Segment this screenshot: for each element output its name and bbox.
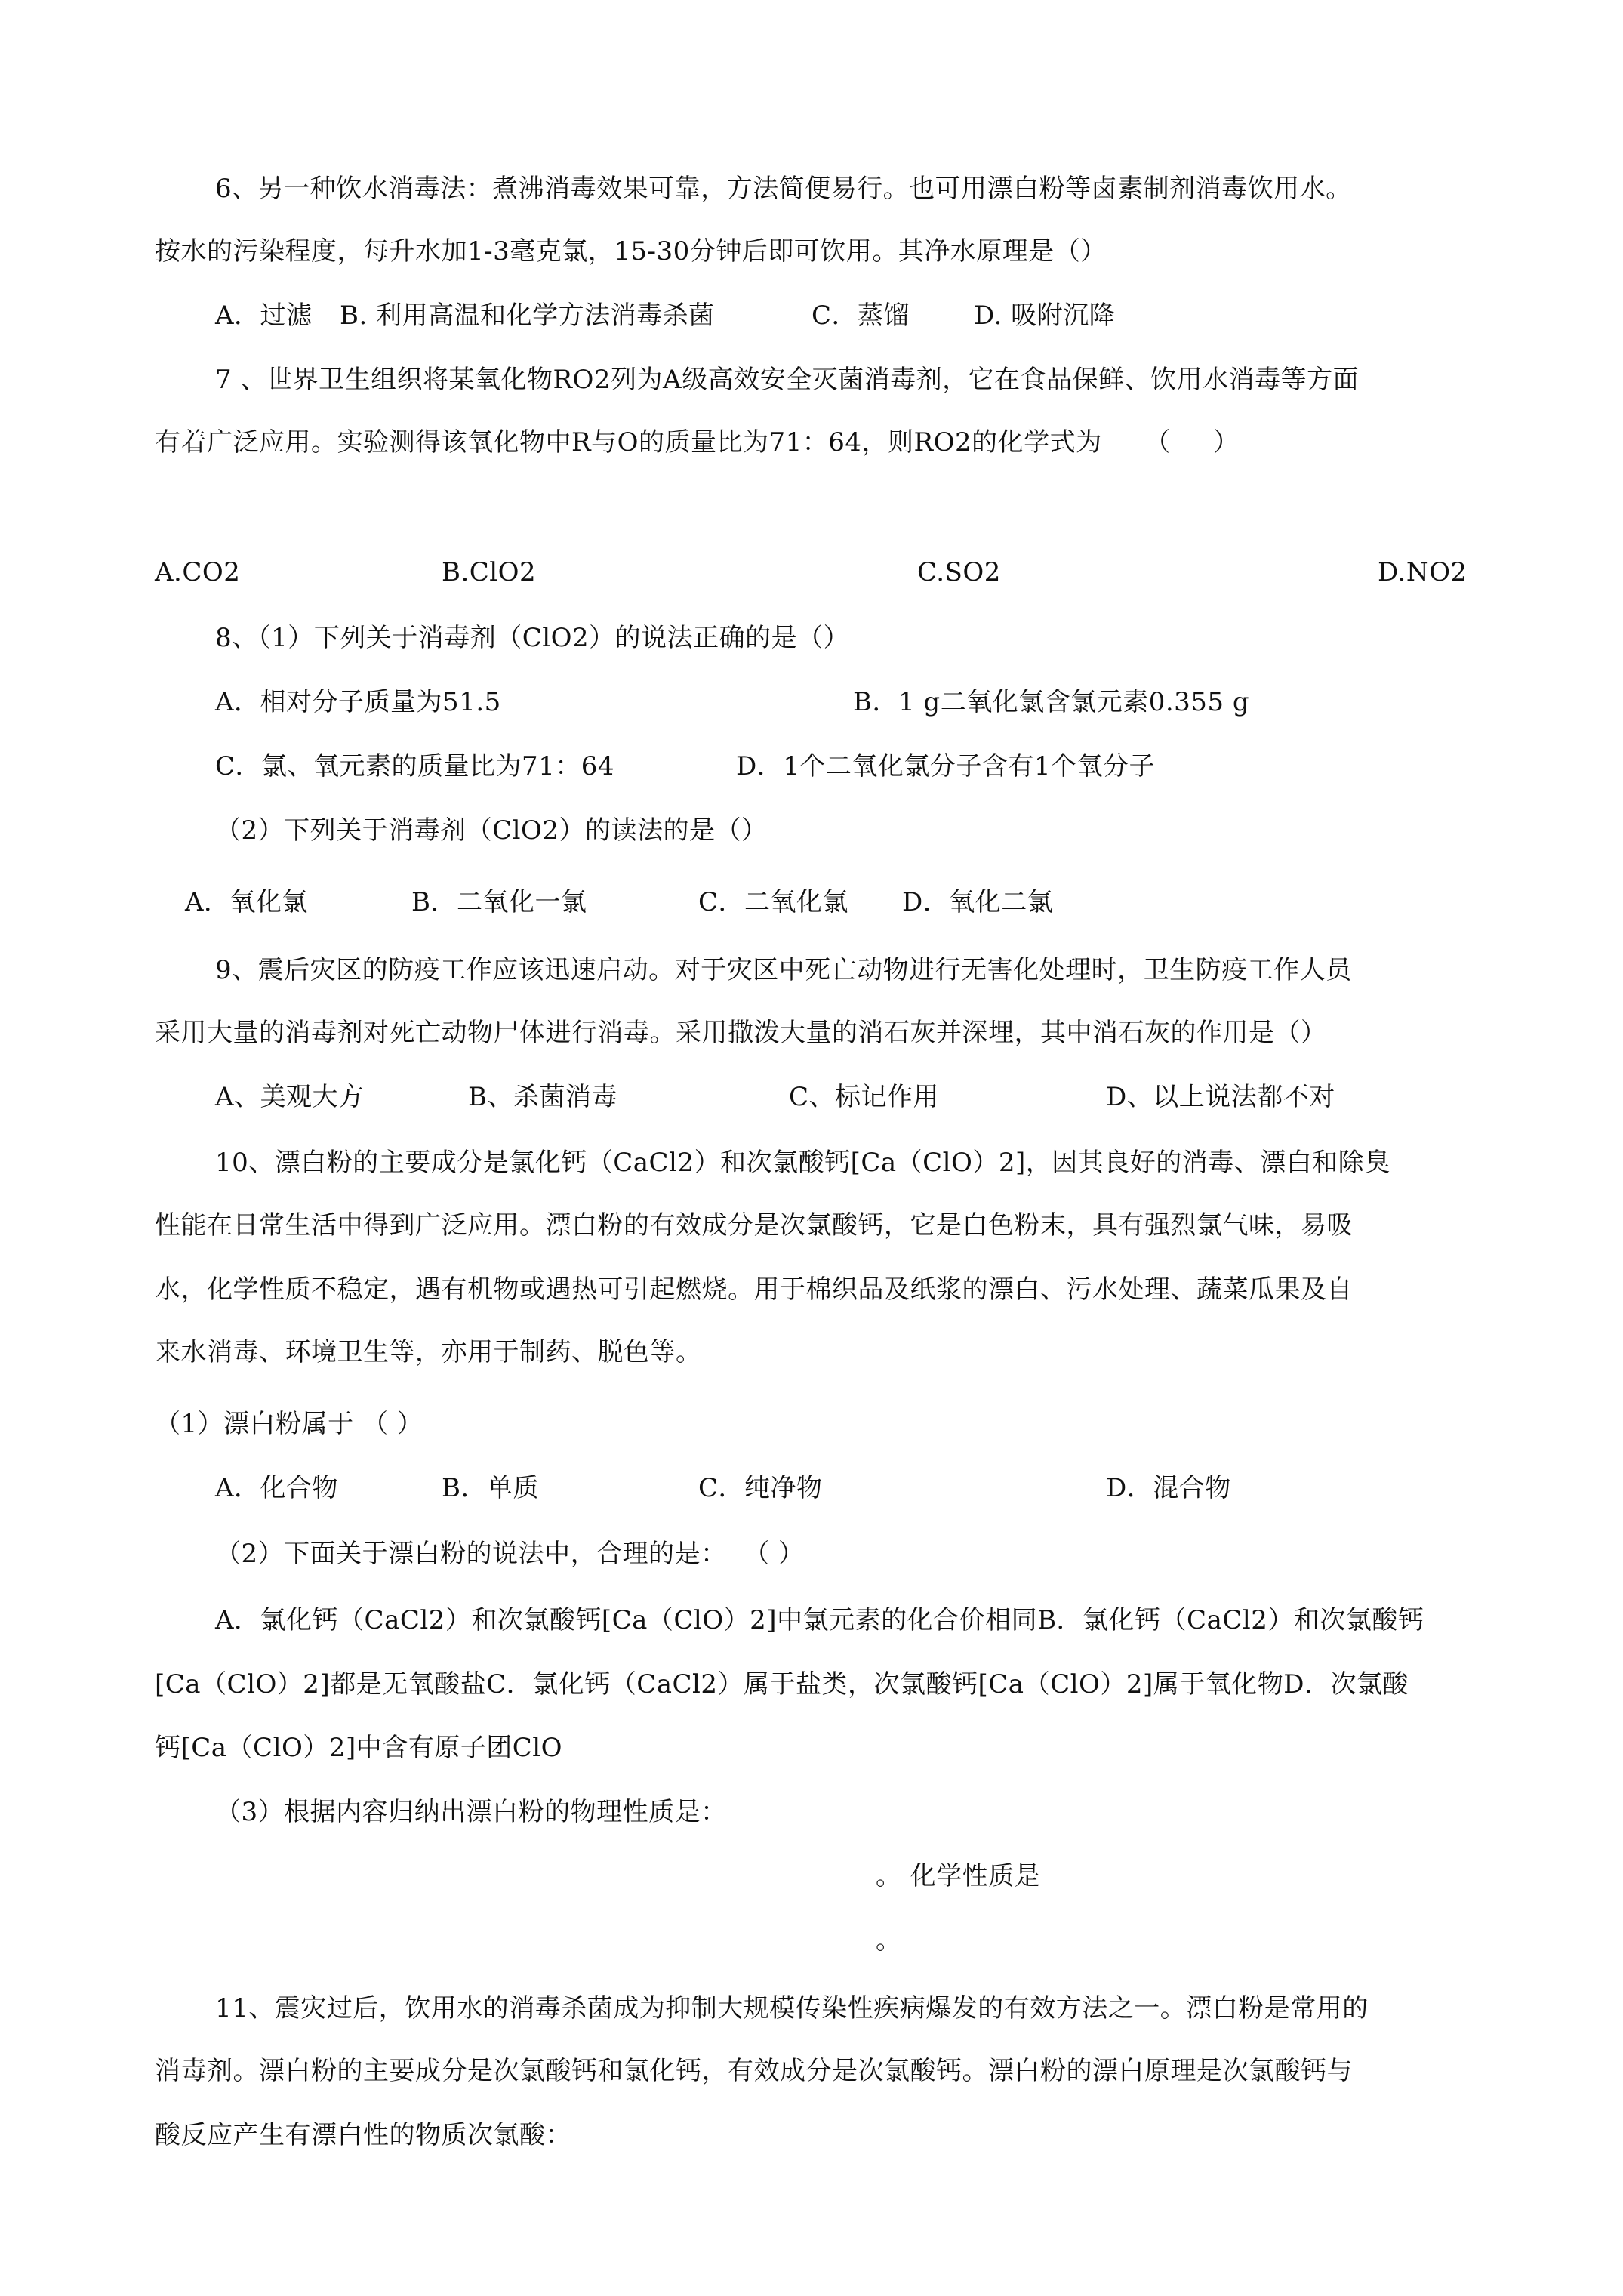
q10-stem-line-1: 10、漂白粉的主要成分是氯化钙（CaCl2）和次氯酸钙[Ca（ClO）2]，因其良好的消毒、漂白和除臭 xyxy=(215,1148,1390,1178)
q9-option-c: C、标记作用 xyxy=(789,1082,940,1112)
q8-part1-option-d: D．1个二氧化氯分子含有1个氧分子 xyxy=(736,751,1156,781)
q7-stem-line-2: 有着广泛应用。实验测得该氧化物中R与O的质量比为71：64，则RO2的化学式为 （ ） xyxy=(155,427,1240,458)
q10-stem-line-4: 来水消毒、环境卫生等，亦用于制药、脱色等。 xyxy=(155,1337,702,1367)
q7-option-c: C.SO2 xyxy=(917,557,1001,587)
q7-stem-line-1: 7 、世界卫生组织将某氧化物RO2列为A级高效安全灭菌消毒剂，它在食品保鲜、饮用水消毒等方面 xyxy=(215,365,1360,395)
q9-option-a: A、美观大方 xyxy=(215,1082,365,1112)
q9-option-d: D、以上说法都不对 xyxy=(1106,1082,1335,1112)
q6-option-b: B. 利用高温和化学方法消毒杀菌 xyxy=(340,300,715,331)
q7-option-b: B.ClO2 xyxy=(442,557,537,587)
q7-option-d: D.NO2 xyxy=(1378,557,1467,587)
q10-part1-option-d: D．混合物 xyxy=(1106,1473,1231,1503)
q6-option-c: C．蒸馏 xyxy=(812,300,910,331)
q10-part1-stem: （1）漂白粉属于 （ ） xyxy=(155,1409,423,1439)
q10-part2-line-3: 钙[Ca（ClO）2]中含有原子团ClO xyxy=(155,1733,562,1763)
q8-part1-option-b: B．1 g二氧化氯含氯元素0.355 g xyxy=(853,687,1250,717)
q10-part2-line-2: [Ca（ClO）2]都是无氧酸盐C．氯化钙（CaCl2）属于盐类，次氯酸钙[Ca（ClO）2]属于氧化物D．次氯酸 xyxy=(155,1669,1409,1700)
q6-option-d: D. 吸附沉降 xyxy=(974,300,1116,331)
q8-part2-option-d: D．氧化二氯 xyxy=(902,887,1054,917)
q9-stem-line-2: 采用大量的消毒剂对死亡动物尸体进行消毒。采用撒泼大量的消石灰并深埋，其中消石灰的作用是（） xyxy=(155,1018,1327,1048)
q10-part3-blank-2: 。 xyxy=(876,1925,902,1955)
q10-part2-stem: （2）下面关于漂白粉的说法中，合理的是： （ ） xyxy=(215,1539,805,1569)
q8-part2-option-a: A．氧化氯 xyxy=(185,887,309,917)
q9-stem-line-1: 9、震后灾区的防疫工作应该迅速启动。对于灾区中死亡动物进行无害化处理时，卫生防疫工作人员 xyxy=(215,955,1352,985)
q8-part2-stem: （2）下列关于消毒剂（ClO2）的读法的是（） xyxy=(215,815,768,846)
q6-stem-line-2: 按水的污染程度，每升水加1-3毫克氯，15-30分钟后即可饮用。其净水原理是（） xyxy=(155,236,1107,267)
q10-stem-line-3: 水，化学性质不稳定，遇有机物或遇热可引起燃烧。用于棉织品及纸浆的漂白、污水处理、蔬菜瓜果及自 xyxy=(155,1274,1353,1305)
q11-stem-line-1: 11、震灾过后，饮用水的消毒杀菌成为抑制大规模传染性疾病爆发的有效方法之一。漂白粉是常用的 xyxy=(215,1993,1369,2023)
q7-option-a: A.CO2 xyxy=(155,557,241,587)
q8-part1-option-a: A．相对分子质量为51.5 xyxy=(215,687,501,717)
q8-part1-stem: 8、（1）下列关于消毒剂（ClO2）的说法正确的是（） xyxy=(215,623,850,653)
q9-option-b: B、杀菌消毒 xyxy=(468,1082,617,1112)
q8-part1-option-c: C．氯、氧元素的质量比为71：64 xyxy=(215,751,615,781)
q6-stem-line-1: 6、另一种饮水消毒法：煮沸消毒效果可靠，方法简便易行。也可用漂白粉等卤素制剂消毒饮用水。 xyxy=(215,174,1352,204)
q10-part2-line-1: A．氯化钙（CaCl2）和次氯酸钙[Ca（ClO）2]中氯元素的化合价相同B．氯化钙（CaCl2）和次氯酸钙 xyxy=(215,1605,1424,1635)
q11-stem-line-3: 酸反应产生有漂白性的物质次氯酸： xyxy=(155,2120,571,2150)
q10-part3-blank-1: 。 化学性质是 xyxy=(876,1861,1041,1891)
q10-part3-stem: （3）根据内容归纳出漂白粉的物理性质是： xyxy=(215,1797,727,1827)
q8-part2-option-c: C．二氧化氯 xyxy=(698,887,849,917)
q6-option-a: A．过滤 xyxy=(215,300,313,331)
q10-part1-option-c: C．纯净物 xyxy=(698,1473,823,1503)
q8-part2-option-b: B．二氧化一氯 xyxy=(411,887,587,917)
q10-stem-line-2: 性能在日常生活中得到广泛应用。漂白粉的有效成分是次氯酸钙，它是白色粉末，具有强烈氯气味，易吸 xyxy=(155,1210,1353,1240)
q11-stem-line-2: 消毒剂。漂白粉的主要成分是次氯酸钙和氯化钙，有效成分是次氯酸钙。漂白粉的漂白原理是次氯酸钙与 xyxy=(155,2056,1353,2086)
q10-part1-option-a: A．化合物 xyxy=(215,1473,339,1503)
q10-part1-option-b: B．单质 xyxy=(442,1473,539,1503)
